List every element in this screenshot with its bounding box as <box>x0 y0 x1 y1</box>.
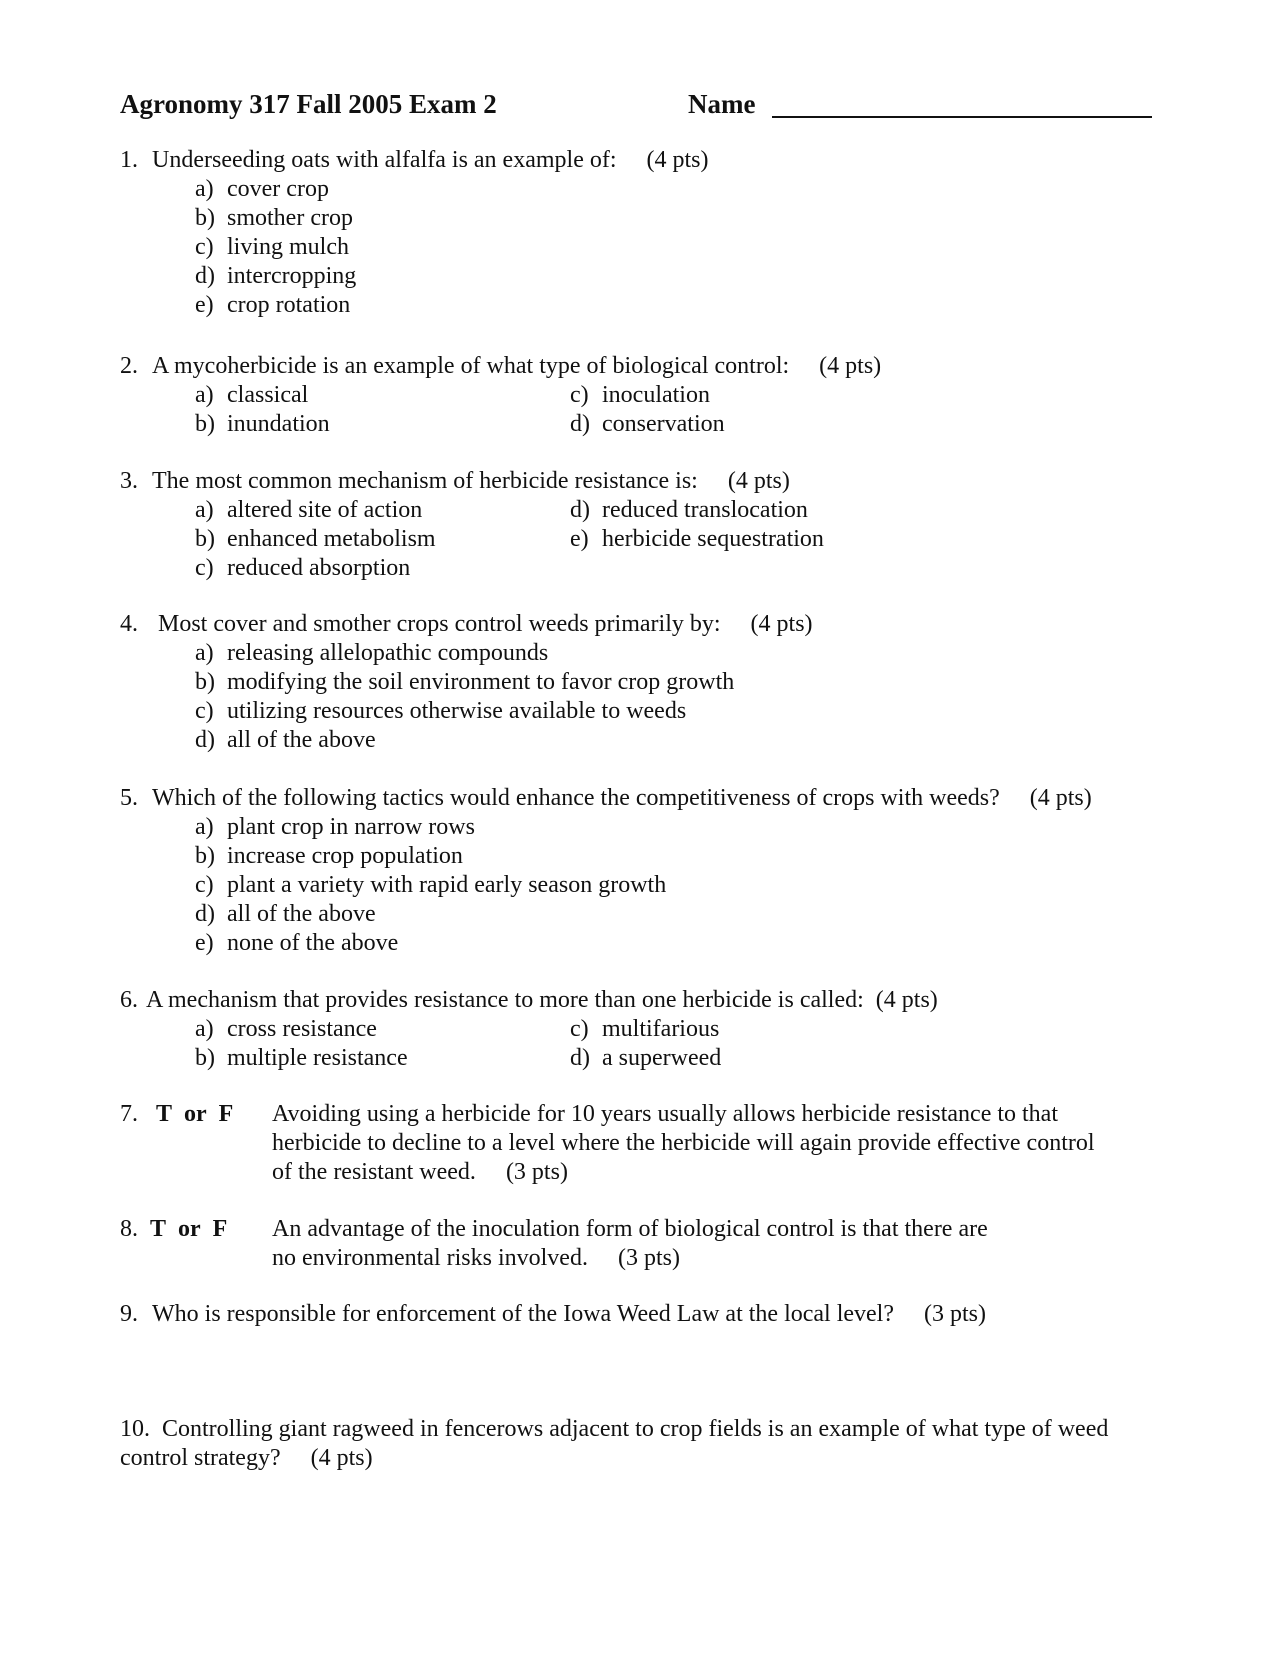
or-label: or <box>184 1101 207 1127</box>
option-text: plant a variety with rapid early season growth <box>227 872 667 898</box>
option-text: classical <box>227 382 309 408</box>
option-letter: d) <box>195 901 215 927</box>
option-c[interactable] <box>570 1015 721 1044</box>
option-text: inoculation <box>602 382 710 408</box>
option-letter: b) <box>195 205 215 231</box>
option-letter: e) <box>570 526 589 552</box>
options-column-right <box>570 496 824 554</box>
option-letter: a) <box>195 640 214 666</box>
question-text-continued <box>120 1444 1180 1473</box>
option-letter: c) <box>570 1016 589 1042</box>
option-text: enhanced metabolism <box>227 526 436 552</box>
question-text <box>120 610 1180 639</box>
options-list <box>195 813 1180 958</box>
option-text: a superweed <box>602 1045 722 1071</box>
points: (4 pts) <box>819 353 882 379</box>
option-text: herbicide sequestration <box>602 526 824 552</box>
question-text <box>120 352 1180 381</box>
statement-line: herbicide to decline to a level where the herbicide will again provide effective control <box>272 1130 1095 1156</box>
option-letter: a) <box>195 1016 214 1042</box>
points: (3 pts) <box>617 1245 680 1271</box>
points: (4 pts) <box>646 147 709 173</box>
option-text: crop rotation <box>227 292 351 318</box>
question-prompt: Most cover and smother crops control weeds primarily by: <box>158 611 721 637</box>
option-text: utilizing resources otherwise available to weeds <box>227 698 687 724</box>
question-prompt: control strategy? <box>120 1445 281 1471</box>
options-column-left <box>195 496 436 583</box>
false-option[interactable]: F <box>218 1101 234 1127</box>
exam-header <box>120 90 1170 124</box>
option-text: reduced absorption <box>227 555 411 581</box>
option-text: inundation <box>227 411 330 437</box>
option-c[interactable] <box>195 697 1180 726</box>
option-letter: d) <box>570 1045 590 1071</box>
statement <box>272 1215 1152 1273</box>
option-text: none of the above <box>227 930 399 956</box>
option-letter: b) <box>195 843 215 869</box>
option-letter: c) <box>195 698 214 724</box>
question-number: 6. <box>120 987 138 1013</box>
question-prompt: The most common mechanism of herbicide resistance is: <box>152 468 698 494</box>
option-letter: c) <box>195 872 214 898</box>
option-letter: d) <box>570 497 590 523</box>
option-letter: c) <box>195 555 214 581</box>
option-d[interactable] <box>570 1044 721 1073</box>
option-e[interactable] <box>570 525 824 554</box>
question-2 <box>120 352 1180 439</box>
option-letter: a) <box>195 382 214 408</box>
option-a[interactable] <box>195 639 1180 668</box>
option-letter: b) <box>195 669 215 695</box>
options-column-left <box>195 1015 408 1073</box>
question-text <box>120 784 1180 813</box>
points: (3 pts) <box>505 1159 568 1185</box>
option-a[interactable] <box>195 813 1180 842</box>
question-8 <box>120 1215 1180 1275</box>
true-option[interactable]: T <box>156 1101 173 1127</box>
question-number: 5. <box>120 785 138 811</box>
statement-line: An advantage of the inoculation form of biological control is that there are <box>272 1216 988 1242</box>
options-column-right <box>570 1015 721 1073</box>
options-grid <box>195 1015 1180 1073</box>
option-text: multifarious <box>602 1016 720 1042</box>
option-d[interactable] <box>195 726 1180 755</box>
option-b[interactable] <box>195 525 436 554</box>
option-a[interactable] <box>195 381 330 410</box>
true-false-selector <box>120 1215 227 1244</box>
question-number: 4. <box>120 611 138 637</box>
option-text: cover crop <box>227 176 329 202</box>
options-grid <box>195 496 1180 583</box>
option-text: increase crop population <box>227 843 463 869</box>
points: (4 pts) <box>727 468 790 494</box>
question-text <box>120 146 1180 175</box>
option-d[interactable] <box>570 496 824 525</box>
options-grid <box>195 381 1180 439</box>
question-text <box>120 986 1180 1015</box>
option-e[interactable] <box>195 291 1180 320</box>
option-letter: a) <box>195 176 214 202</box>
option-a[interactable] <box>195 175 1180 204</box>
statement-line: of the resistant weed. <box>272 1159 476 1185</box>
question-prompt: Controlling giant ragweed in fencerows adjacent to crop fields is an example of what type of weed <box>162 1416 1109 1442</box>
option-letter: b) <box>195 1045 215 1071</box>
option-a[interactable] <box>195 1015 408 1044</box>
options-list <box>195 639 1180 755</box>
question-6 <box>120 986 1180 1073</box>
option-e[interactable] <box>195 929 1180 958</box>
option-text: cross resistance <box>227 1016 377 1042</box>
statement-line: no environmental risks involved. <box>272 1245 588 1271</box>
exam-title: Agronomy 317 Fall 2005 Exam 2 <box>120 89 497 119</box>
option-text: multiple resistance <box>227 1045 408 1071</box>
question-1 <box>120 146 1180 320</box>
option-text: intercropping <box>227 263 357 289</box>
option-a[interactable] <box>195 496 436 525</box>
option-c[interactable] <box>195 871 1180 900</box>
option-text: reduced translocation <box>602 497 808 523</box>
points: (4 pts) <box>875 987 938 1013</box>
option-b[interactable] <box>195 842 1180 871</box>
option-d[interactable] <box>195 900 1180 929</box>
question-text <box>120 1415 1180 1444</box>
question-4 <box>120 610 1180 755</box>
statement-line: Avoiding using a herbicide for 10 years usually allows herbicide resistance to that <box>272 1101 1058 1127</box>
option-b[interactable] <box>195 204 1180 233</box>
statement <box>272 1100 1152 1187</box>
option-b[interactable] <box>195 1044 408 1073</box>
option-d[interactable] <box>195 262 1180 291</box>
points: (4 pts) <box>1029 785 1092 811</box>
option-text: conservation <box>602 411 725 437</box>
option-text: altered site of action <box>227 497 423 523</box>
option-letter: e) <box>195 930 214 956</box>
option-letter: d) <box>195 727 215 753</box>
option-c[interactable] <box>570 381 725 410</box>
question-text <box>120 1300 1180 1329</box>
options-list <box>195 175 1180 320</box>
option-letter: d) <box>195 263 215 289</box>
question-prompt: A mechanism that provides resistance to more than one herbicide is called: <box>146 987 864 1013</box>
option-letter: a) <box>195 814 214 840</box>
question-number: 8. <box>120 1216 138 1242</box>
option-c[interactable] <box>195 233 1180 262</box>
option-text: plant crop in narrow rows <box>227 814 475 840</box>
question-number: 9. <box>120 1301 138 1327</box>
question-text <box>120 467 1180 496</box>
question-10 <box>120 1415 1180 1473</box>
option-letter: e) <box>195 292 214 318</box>
question-5 <box>120 784 1180 958</box>
false-option[interactable]: F <box>212 1216 228 1242</box>
true-option[interactable]: T <box>150 1216 167 1242</box>
question-9 <box>120 1300 1180 1329</box>
points: (4 pts) <box>750 611 813 637</box>
option-letter: b) <box>195 411 215 437</box>
question-7 <box>120 1100 1180 1190</box>
option-c[interactable] <box>195 554 436 583</box>
question-number: 10. <box>120 1416 150 1442</box>
option-letter: c) <box>570 382 589 408</box>
points: (3 pts) <box>924 1301 986 1327</box>
or-label: or <box>178 1216 201 1242</box>
question-prompt: Underseeding oats with alfalfa is an example of: <box>152 147 617 173</box>
option-letter: a) <box>195 497 214 523</box>
option-text: smother crop <box>227 205 353 231</box>
name-blank-line[interactable] <box>772 116 1152 118</box>
option-text: all of the above <box>227 727 376 753</box>
option-text: modifying the soil environment to favor crop growth <box>227 669 735 695</box>
question-prompt: A mycoherbicide is an example of what type of biological control: <box>152 353 790 379</box>
true-false-selector <box>120 1100 233 1129</box>
option-text: living mulch <box>227 234 349 260</box>
option-b[interactable] <box>195 668 1180 697</box>
points: (4 pts) <box>310 1445 373 1471</box>
option-b[interactable] <box>195 410 330 439</box>
option-text: all of the above <box>227 901 376 927</box>
question-number: 7. <box>120 1101 138 1127</box>
question-number: 1. <box>120 147 138 173</box>
option-text: releasing allelopathic compounds <box>227 640 549 666</box>
option-letter: d) <box>570 411 590 437</box>
question-3 <box>120 467 1180 583</box>
question-prompt: Which of the following tactics would enhance the competitiveness of crops with weeds? <box>152 785 1000 811</box>
name-label: Name <box>688 89 756 119</box>
question-number: 2. <box>120 353 138 379</box>
question-prompt: Who is responsible for enforcement of the Iowa Weed Law at the local level? <box>152 1301 894 1327</box>
question-number: 3. <box>120 468 138 494</box>
option-letter: c) <box>195 234 214 260</box>
options-column-left <box>195 381 330 439</box>
option-d[interactable] <box>570 410 725 439</box>
option-letter: b) <box>195 526 215 552</box>
options-column-right <box>570 381 725 439</box>
